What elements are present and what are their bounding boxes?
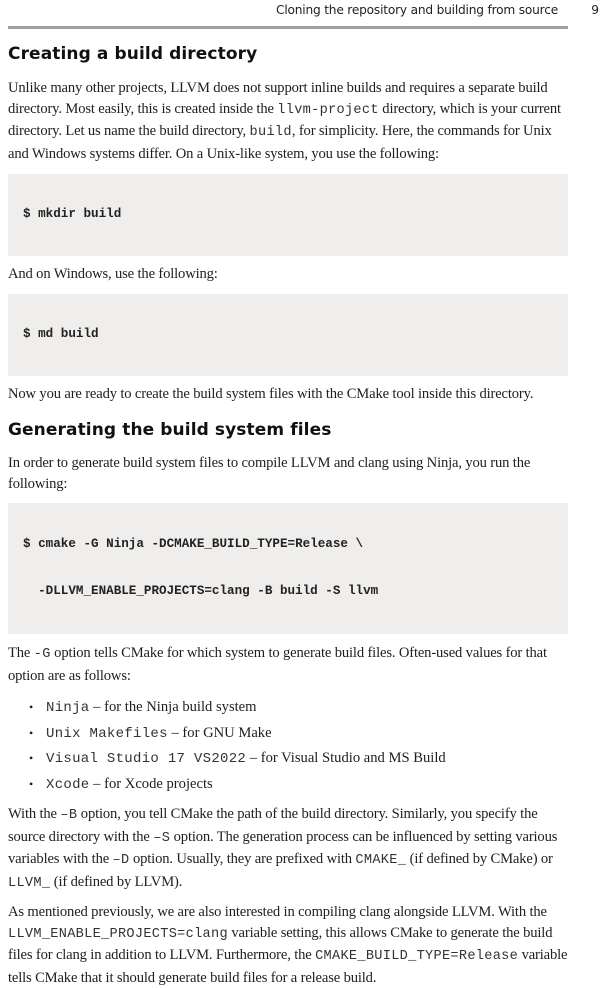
code-line: $ mkdir build	[23, 207, 122, 221]
code-block-md	[8, 294, 568, 376]
paragraph-generate-intro: In order to generate build system files to compile LLVM and clang using Ninja, you run the following:	[8, 455, 531, 492]
inline-code-d: –D	[112, 853, 130, 868]
inline-code-build-type: CMAKE_BUILD_TYPE=Release	[315, 949, 519, 964]
list-item-ninja	[8, 696, 568, 722]
inline-code-llvm-project: llvm-project	[277, 102, 379, 118]
page-body	[8, 40, 568, 988]
code-line: $ cmake -G Ninja -DCMAKE_BUILD_TYPE=Release \	[23, 537, 364, 551]
code-block-mkdir	[8, 174, 568, 256]
generator-desc: – for GNU Make	[167, 724, 272, 741]
header-rule	[8, 26, 568, 29]
generator-name: Unix Makefiles	[46, 725, 168, 742]
paragraph-ready: Now you are ready to create the build system files with the CMake tool inside this directory.	[8, 385, 534, 402]
section-heading-build-directory: Creating a build directory	[8, 44, 258, 64]
inline-code-b: –B	[60, 808, 78, 823]
generator-name: Xcode	[46, 776, 90, 793]
paragraph-g-option: The -G option tells CMake for which system to generate build files. Often-used values for that option are as follows:	[8, 645, 547, 684]
paragraph-windows-intro: And on Windows, use the following:	[8, 266, 218, 282]
bullet-icon: •	[29, 776, 34, 791]
code-block-cmake	[8, 503, 568, 634]
inline-code-cmake-prefix: CMAKE_	[355, 853, 407, 868]
page-number: 9	[591, 3, 599, 17]
running-title: Cloning the repository and building from source	[276, 3, 558, 17]
list-item-xcode	[8, 773, 568, 799]
generator-name: Ninja	[46, 700, 90, 716]
code-line: $ md build	[23, 326, 99, 341]
list-item-visual-studio	[8, 747, 568, 773]
code-line: -DLLVM_ENABLE_PROJECTS=clang -B build -S llvm	[23, 584, 379, 598]
inline-code-g: -G	[33, 647, 51, 662]
inline-code-build: build	[249, 125, 292, 140]
paragraph-build-directory-intro: Unlike many other projects, LLVM does not support inline builds and requires a separate build directory. Most easily, this is created inside the llvm-project directory, which is your current directory. Let us name the build directory, build, for simplicity. Here, the commands for Unix and Windows systems differ. On a Unix-like system, you use the following:	[8, 80, 561, 162]
generator-desc: – for the Ninja build system	[89, 699, 257, 715]
inline-code-llvm-prefix: LLVM_	[8, 875, 51, 891]
inline-code-enable-projects: LLVM_ENABLE_PROJECTS=clang	[8, 926, 228, 942]
bullet-icon: •	[29, 751, 34, 765]
generator-name: Visual Studio 17 VS2022	[46, 751, 247, 767]
paragraph-options: With the –B option, you tell CMake the path of the build directory. Similarly, you specify the source directory with the –S option. The generation process can be influenced by setting various variables with the –D option. Usually, they are prefixed with CMAKE_ (if defined by CMake) or LLVM_ (if defined by LLVM).	[8, 806, 558, 891]
running-header	[8, 3, 599, 23]
generator-list	[8, 696, 568, 798]
section-heading-generating-build-files: Generating the build system files	[8, 420, 332, 440]
list-item-unix-makefiles	[8, 722, 568, 748]
inline-code-s: –S	[153, 830, 171, 846]
bullet-icon: •	[29, 700, 34, 714]
generator-desc: – for Visual Studio and MS Build	[246, 750, 446, 766]
bullet-icon: •	[29, 725, 34, 740]
generator-desc: – for Xcode projects	[89, 775, 213, 792]
paragraph-enable-projects: As mentioned previously, we are also interested in compiling clang alongside LLVM. With the LLVM_ENABLE_PROJECTS=clang variable setting, this allows CMake to generate the build files for clang in addition to LLVM. Furthermore, the CMAKE_BUILD_TYPE=Release variable tells CMake that it should generate build files for a release build.	[8, 904, 568, 986]
